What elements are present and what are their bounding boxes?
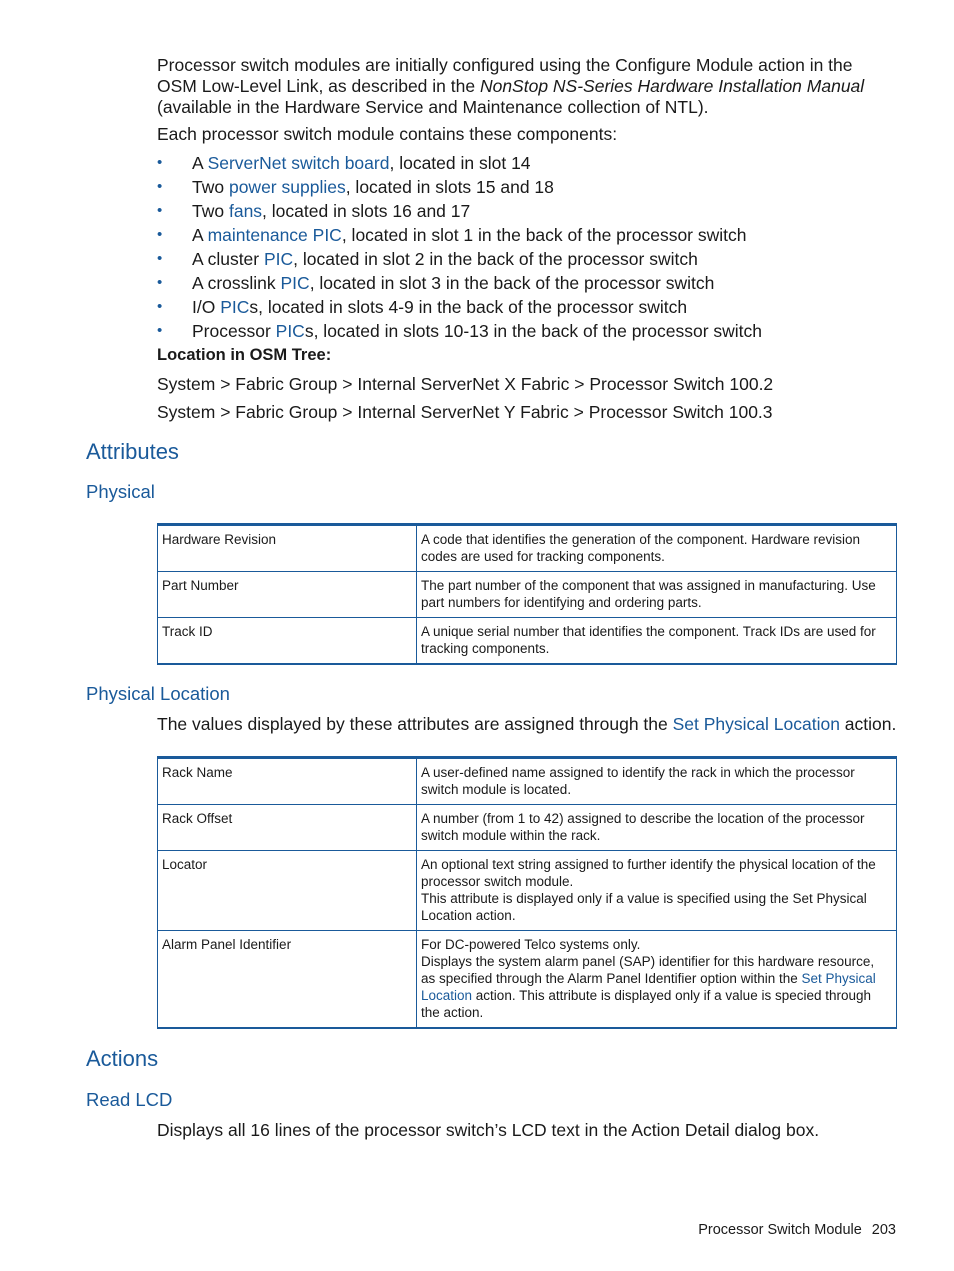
physical-location-intro <box>157 714 897 735</box>
intro-text: action. <box>839 714 897 734</box>
attribute-name: Part Number <box>158 572 417 618</box>
item-text: A <box>192 225 208 245</box>
intro-text: The values displayed by these attributes are assigned through the <box>157 714 673 734</box>
component-list <box>157 151 897 343</box>
maintenance-pic-link[interactable]: maintenance PIC <box>207 225 342 245</box>
bullet-icon: • <box>157 274 163 291</box>
physical-location-table <box>157 756 897 1029</box>
table-row <box>158 618 897 665</box>
manual-title: NonStop NS-Series Hardware Installation Manual <box>479 76 865 96</box>
servernet-switch-board-link[interactable]: ServerNet switch board <box>207 153 390 173</box>
attribute-name: Track ID <box>158 618 417 665</box>
intro-text-a: Processor switch modules are initially configured using the Configure Module action in the OSM Low-Level Link, as described in the <box>157 55 853 96</box>
footer-title: Processor Switch Module <box>698 1222 862 1238</box>
bullet-icon: • <box>157 154 163 171</box>
list-item <box>157 319 897 343</box>
item-text: I/O <box>192 297 221 317</box>
power-supplies-link[interactable]: power supplies <box>228 177 346 197</box>
bullet-icon: • <box>157 202 163 219</box>
list-item <box>157 295 897 319</box>
item-text: , located in slots 15 and 18 <box>345 177 554 197</box>
attribute-name: Rack Offset <box>158 805 417 851</box>
attribute-name: Rack Name <box>158 758 417 805</box>
attribute-description: A unique serial number that identifies the component. Track IDs are used for tracking components. <box>417 618 897 665</box>
fans-link[interactable]: fans <box>228 201 263 221</box>
item-text: Two <box>192 201 229 221</box>
set-physical-location-link[interactable]: Set Physical Location <box>672 714 840 734</box>
description-text: Displays the system alarm panel (SAP) identifier for this hardware resource, as specified through the Alarm Panel Identifier option within the <box>421 954 875 986</box>
item-text: , located in slot 1 in the back of the processor switch <box>341 225 747 245</box>
attributes-heading: Attributes <box>86 439 179 464</box>
attribute-description: The part number of the component that was assigned in manufacturing. Use part numbers for identifying and ordering parts. <box>417 572 897 618</box>
description-line: This attribute is displayed only if a value is specified using the Set Physical Location action. <box>421 891 867 923</box>
attribute-name: Locator <box>158 851 417 931</box>
item-text: , located in slot 2 in the back of the processor switch <box>293 249 698 269</box>
table-row <box>158 851 897 931</box>
description-line <box>421 953 892 1021</box>
components-intro: Each processor switch module contains these components: <box>157 124 618 144</box>
item-text: Two <box>192 177 229 197</box>
list-item <box>157 175 897 199</box>
read-lcd-heading: Read LCD <box>86 1089 173 1110</box>
item-text: s, located in slots 4-9 in the back of the processor switch <box>249 297 688 317</box>
bullet-icon: • <box>157 250 163 267</box>
intro-paragraph <box>157 55 897 118</box>
list-item <box>157 223 897 247</box>
physical-location-heading: Physical Location <box>86 683 230 704</box>
table-row <box>158 931 897 1029</box>
bullet-icon: • <box>157 298 163 315</box>
item-text: A <box>192 153 208 173</box>
bullet-icon: • <box>157 226 163 243</box>
description-line: An optional text string assigned to further identify the physical location of the processor switch module. <box>421 857 876 889</box>
attribute-name: Alarm Panel Identifier <box>158 931 417 1029</box>
bullet-icon: • <box>157 322 163 339</box>
description-text: action. This attribute is displayed only if a value is specied through the action. <box>421 988 872 1020</box>
io-pic-link[interactable]: PIC <box>220 297 250 317</box>
item-text: , located in slot 14 <box>389 153 531 173</box>
attribute-description: A number (from 1 to 42) assigned to describe the location of the processor switch module within the rack. <box>417 805 897 851</box>
list-item <box>157 151 897 175</box>
physical-heading: Physical <box>86 481 155 502</box>
table-row <box>158 805 897 851</box>
attribute-description: A code that identifies the generation of the component. Hardware revision codes are used for tracking components. <box>417 525 897 572</box>
processor-pic-link[interactable]: PIC <box>275 321 305 341</box>
read-lcd-description: Displays all 16 lines of the processor switch’s LCD text in the Action Detail dialog box. <box>157 1120 820 1140</box>
physical-attributes-table <box>157 523 897 665</box>
item-text: s, located in slots 10-13 in the back of the processor switch <box>304 321 763 341</box>
set-physical-location-link[interactable]: Set Physical Location <box>421 971 876 1003</box>
table-row <box>158 525 897 572</box>
actions-heading: Actions <box>86 1046 159 1071</box>
location-path-x: System > Fabric Group > Internal ServerNet X Fabric > Processor Switch 100.2 <box>157 374 774 394</box>
item-text: A crosslink <box>192 273 281 293</box>
attribute-name: Hardware Revision <box>158 525 417 572</box>
location-label: Location in OSM Tree: <box>157 346 332 364</box>
location-path-y: System > Fabric Group > Internal ServerNet Y Fabric > Processor Switch 100.3 <box>157 402 773 422</box>
page-number: 203 <box>871 1222 896 1238</box>
crosslink-pic-link[interactable]: PIC <box>280 273 310 293</box>
item-text: , located in slot 3 in the back of the processor switch <box>309 273 715 293</box>
list-item <box>157 199 897 223</box>
cluster-pic-link[interactable]: PIC <box>263 249 294 269</box>
page-footer <box>688 1222 896 1238</box>
list-item <box>157 247 897 271</box>
item-text: Processor <box>192 321 276 341</box>
item-text: , located in slots 16 and 17 <box>262 201 471 221</box>
item-text: A cluster <box>192 249 264 269</box>
bullet-icon: • <box>157 178 163 195</box>
list-item <box>157 271 897 295</box>
attribute-description <box>417 851 897 931</box>
description-line: For DC-powered Telco systems only. <box>421 937 641 952</box>
table-row <box>158 572 897 618</box>
intro-text-b: (available in the Hardware Service and Maintenance collection of NTL). <box>157 97 709 117</box>
table-row <box>158 758 897 805</box>
attribute-description: A user-defined name assigned to identify the rack in which the processor switch module is located. <box>417 758 897 805</box>
attribute-description <box>417 931 897 1029</box>
